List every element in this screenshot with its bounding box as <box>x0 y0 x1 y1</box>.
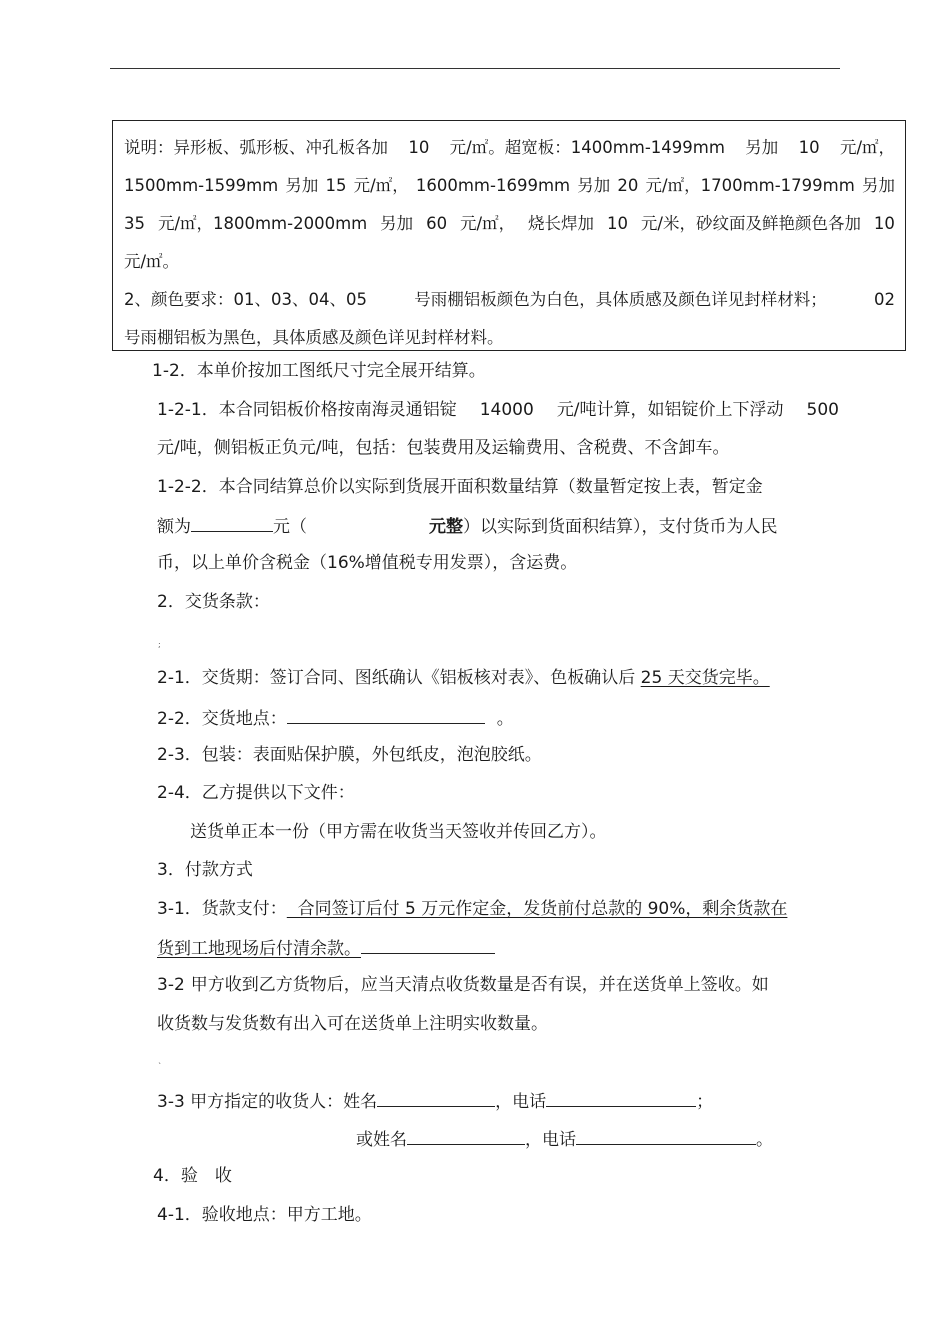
clause-3-1-line-2: 货到工地现场后付清余款。 <box>157 935 495 961</box>
amount-blank[interactable] <box>191 513 273 532</box>
clause-3-2-line-1: 3-2 甲方收到乙方货物后，应当天清点收货数量是否有误，并在送货单上签收。如 <box>157 975 769 995</box>
stray-mark: ; <box>158 640 161 649</box>
clause-3-2-line-2: 收货数与发货数有出入可在送货单上注明实收数量。 <box>157 1014 548 1034</box>
delivery-location-blank[interactable] <box>287 705 485 724</box>
payment-blank <box>361 935 495 954</box>
header-rule <box>110 68 840 69</box>
clause-1-2: 1-2．本单价按加工图纸尺寸完全展开结算。 <box>152 361 486 381</box>
clause-1-2-1-line-2: 元/吨，侧铝板正负元/吨，包括：包装费用及运输费用、含税费、不含卸车。 <box>157 438 730 458</box>
clause-3-1-line-1: 3-1．货款支付： 合同签订后付 5 万元作定金，发货前付总款的 90%，剩余货款在 <box>157 899 788 919</box>
note-line-6: 号雨棚铝板为黑色，具体质感及颜色详见封样材料。 <box>124 328 504 347</box>
section-2-heading: 2．交货条款： <box>157 592 270 612</box>
receiver-phone-blank[interactable] <box>546 1088 696 1107</box>
clause-1-2-1-line-1: 1-2-1．本合同铝板价格按南海灵通铝锭 14000 元/吨计算，如铝锭价上下浮动 500 <box>157 400 839 420</box>
note-line-2: 1500mm-1599mm 另加 15 元/㎡， 1600mm-1699mm 另加 20 元/㎡，1700mm-1799mm 另加 <box>124 176 895 195</box>
clause-3-3-alternate: 或姓名 ，电话 。 <box>356 1126 773 1152</box>
clause-2-3: 2-3．包装：表面贴保护膜，外包纸皮，泡泡胶纸。 <box>157 745 542 765</box>
alt-receiver-phone-blank[interactable] <box>576 1126 756 1145</box>
clause-3-3: 3-3 甲方指定的收货人：姓名 ，电话 ； <box>157 1088 713 1114</box>
clause-1-2-2-line-2: 额为 元（ 元整）以实际到货面积结算），支付货币为人民 <box>157 513 778 539</box>
note-box <box>112 120 906 351</box>
note-line-5: 2、颜色要求：01、03、04、05 号雨棚铝板颜色为白色，具体质感及颜色详见封样材料； 02 <box>124 290 895 309</box>
clause-2-4-document: 送货单正本一份（甲方需在收货当天签收并传回乙方）。 <box>190 822 607 842</box>
clause-1-2-2-line-3: 币，以上单价含税金（16%增值税专用发票），含运费。 <box>157 553 578 573</box>
note-line-4: 元/㎡。 <box>124 252 180 271</box>
receiver-name-blank[interactable] <box>377 1088 495 1107</box>
section-3-heading: 3．付款方式 <box>157 860 253 880</box>
clause-2-1: 2-1．交货期：签订合同、图纸确认《铝板核对表》、色板确认后 25 天交货完毕。 <box>157 668 770 688</box>
clause-4-1: 4-1．验收地点：甲方工地。 <box>157 1205 372 1225</box>
note-line-3: 35 元/㎡，1800mm-2000mm 另加 60 元/㎡， 烧长焊加 10 元/米，砂纹面及鲜艳颜色各加 10 <box>124 214 895 233</box>
note-line-1: 说明：异形板、弧形板、冲孔板各加 10 元/㎡。超宽板：1400mm-1499mm 另加 10 元/㎡， <box>124 138 895 157</box>
stray-mark: ` <box>158 1062 162 1071</box>
clause-1-2-2-line-1: 1-2-2．本合同结算总价以实际到货展开面积数量结算（数量暂定按上表，暂定金 <box>157 477 763 497</box>
section-4-heading: 4．验 收 <box>153 1166 232 1186</box>
clause-2-2: 2-2．交货地点： 。 <box>157 705 514 731</box>
clause-2-4: 2-4．乙方提供以下文件： <box>157 783 355 803</box>
alt-receiver-name-blank[interactable] <box>407 1126 525 1145</box>
